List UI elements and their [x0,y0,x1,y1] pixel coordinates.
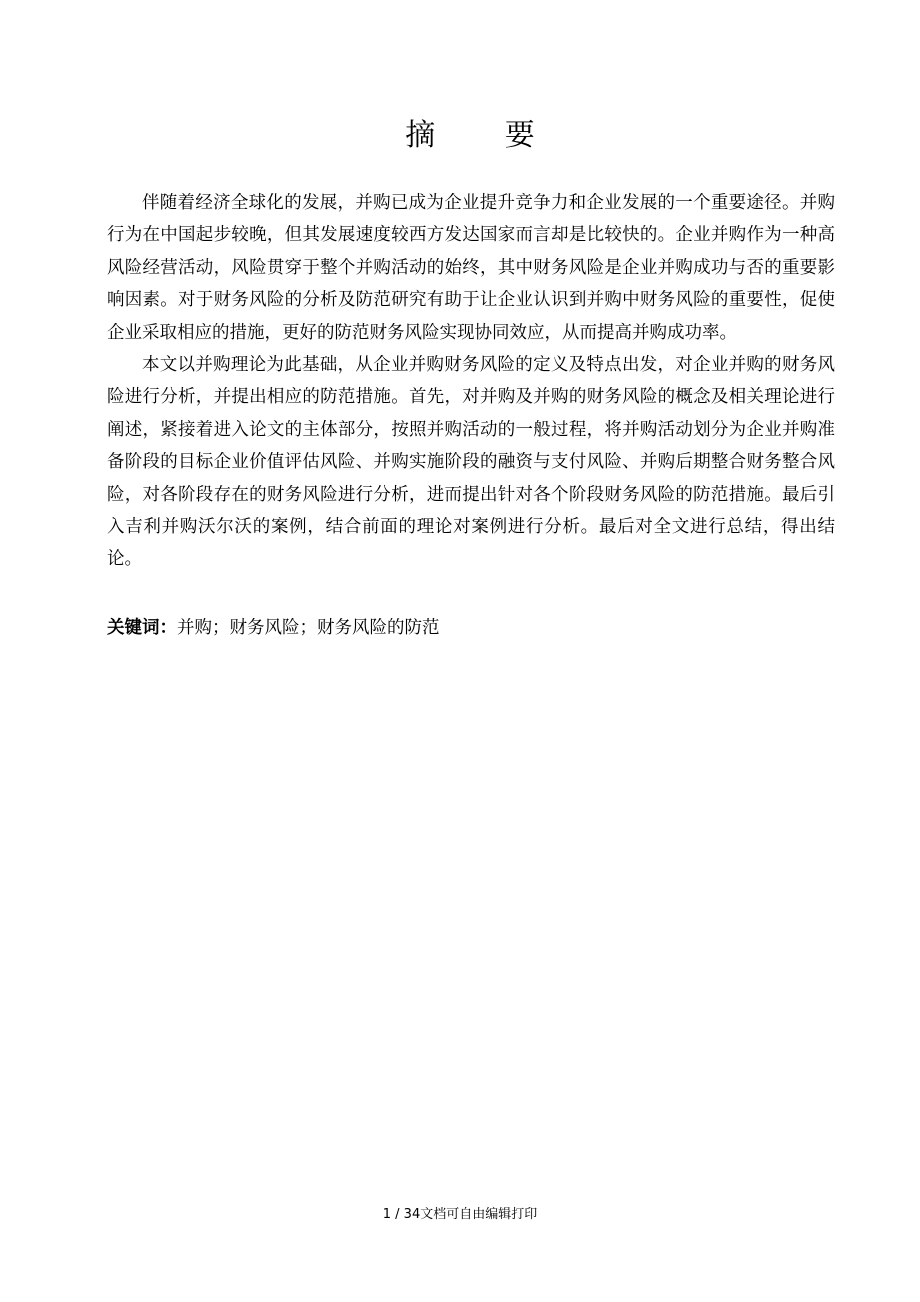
abstract-body [107,187,835,576]
keywords-line [107,612,835,644]
page-footer: 1 / 34文档可自由编辑打印 [382,1207,538,1222]
keywords-label: 关键词： [107,618,177,638]
abstract-paragraph-2: 本文以并购理论为此基础，从企业并购财务风险的定义及特点出发，对企业并购的财务风险进行分析，并提出相应的防范措施。首先，对并购及并购的财务风险的概念及相关理论进行阐述，紧接着进入论文的主体部分，按照并购活动的一般过程，将并购活动划分为企业并购准备阶段的目标企业价值评估风险、并购实施阶段的融资与支付风险、并购后期整合财务整合风险，对各阶段存在的财务风险进行分析，进而提出针对各个阶段财务风险的防范措施。最后引入吉利并购沃尔沃的案例，结合前面的理论对案例进行分析。最后对全文进行总结，得出结论。 [107,355,835,570]
abstract-title: 摘 要 [405,118,565,153]
abstract-paragraph-1: 伴随着经济全球化的发展，并购已成为企业提升竞争力和企业发展的一个重要途径。并购行为在中国起步较晚，但其发展速度较西方发达国家而言却是比较快的。企业并购作为一种高风险经营活动，风险贯穿于整个并购活动的始终，其中财务风险是企业并购成功与否的重要影响因素。对于财务风险的分析及防范研究有助于让企业认识到并购中财务风险的重要性，促使企业采取相应的措施，更好的防范财务风险实现协同效应，从而提高并购成功率。 [107,193,835,343]
keywords-value: 并购；财务风险；财务风险的防范 [177,618,440,638]
